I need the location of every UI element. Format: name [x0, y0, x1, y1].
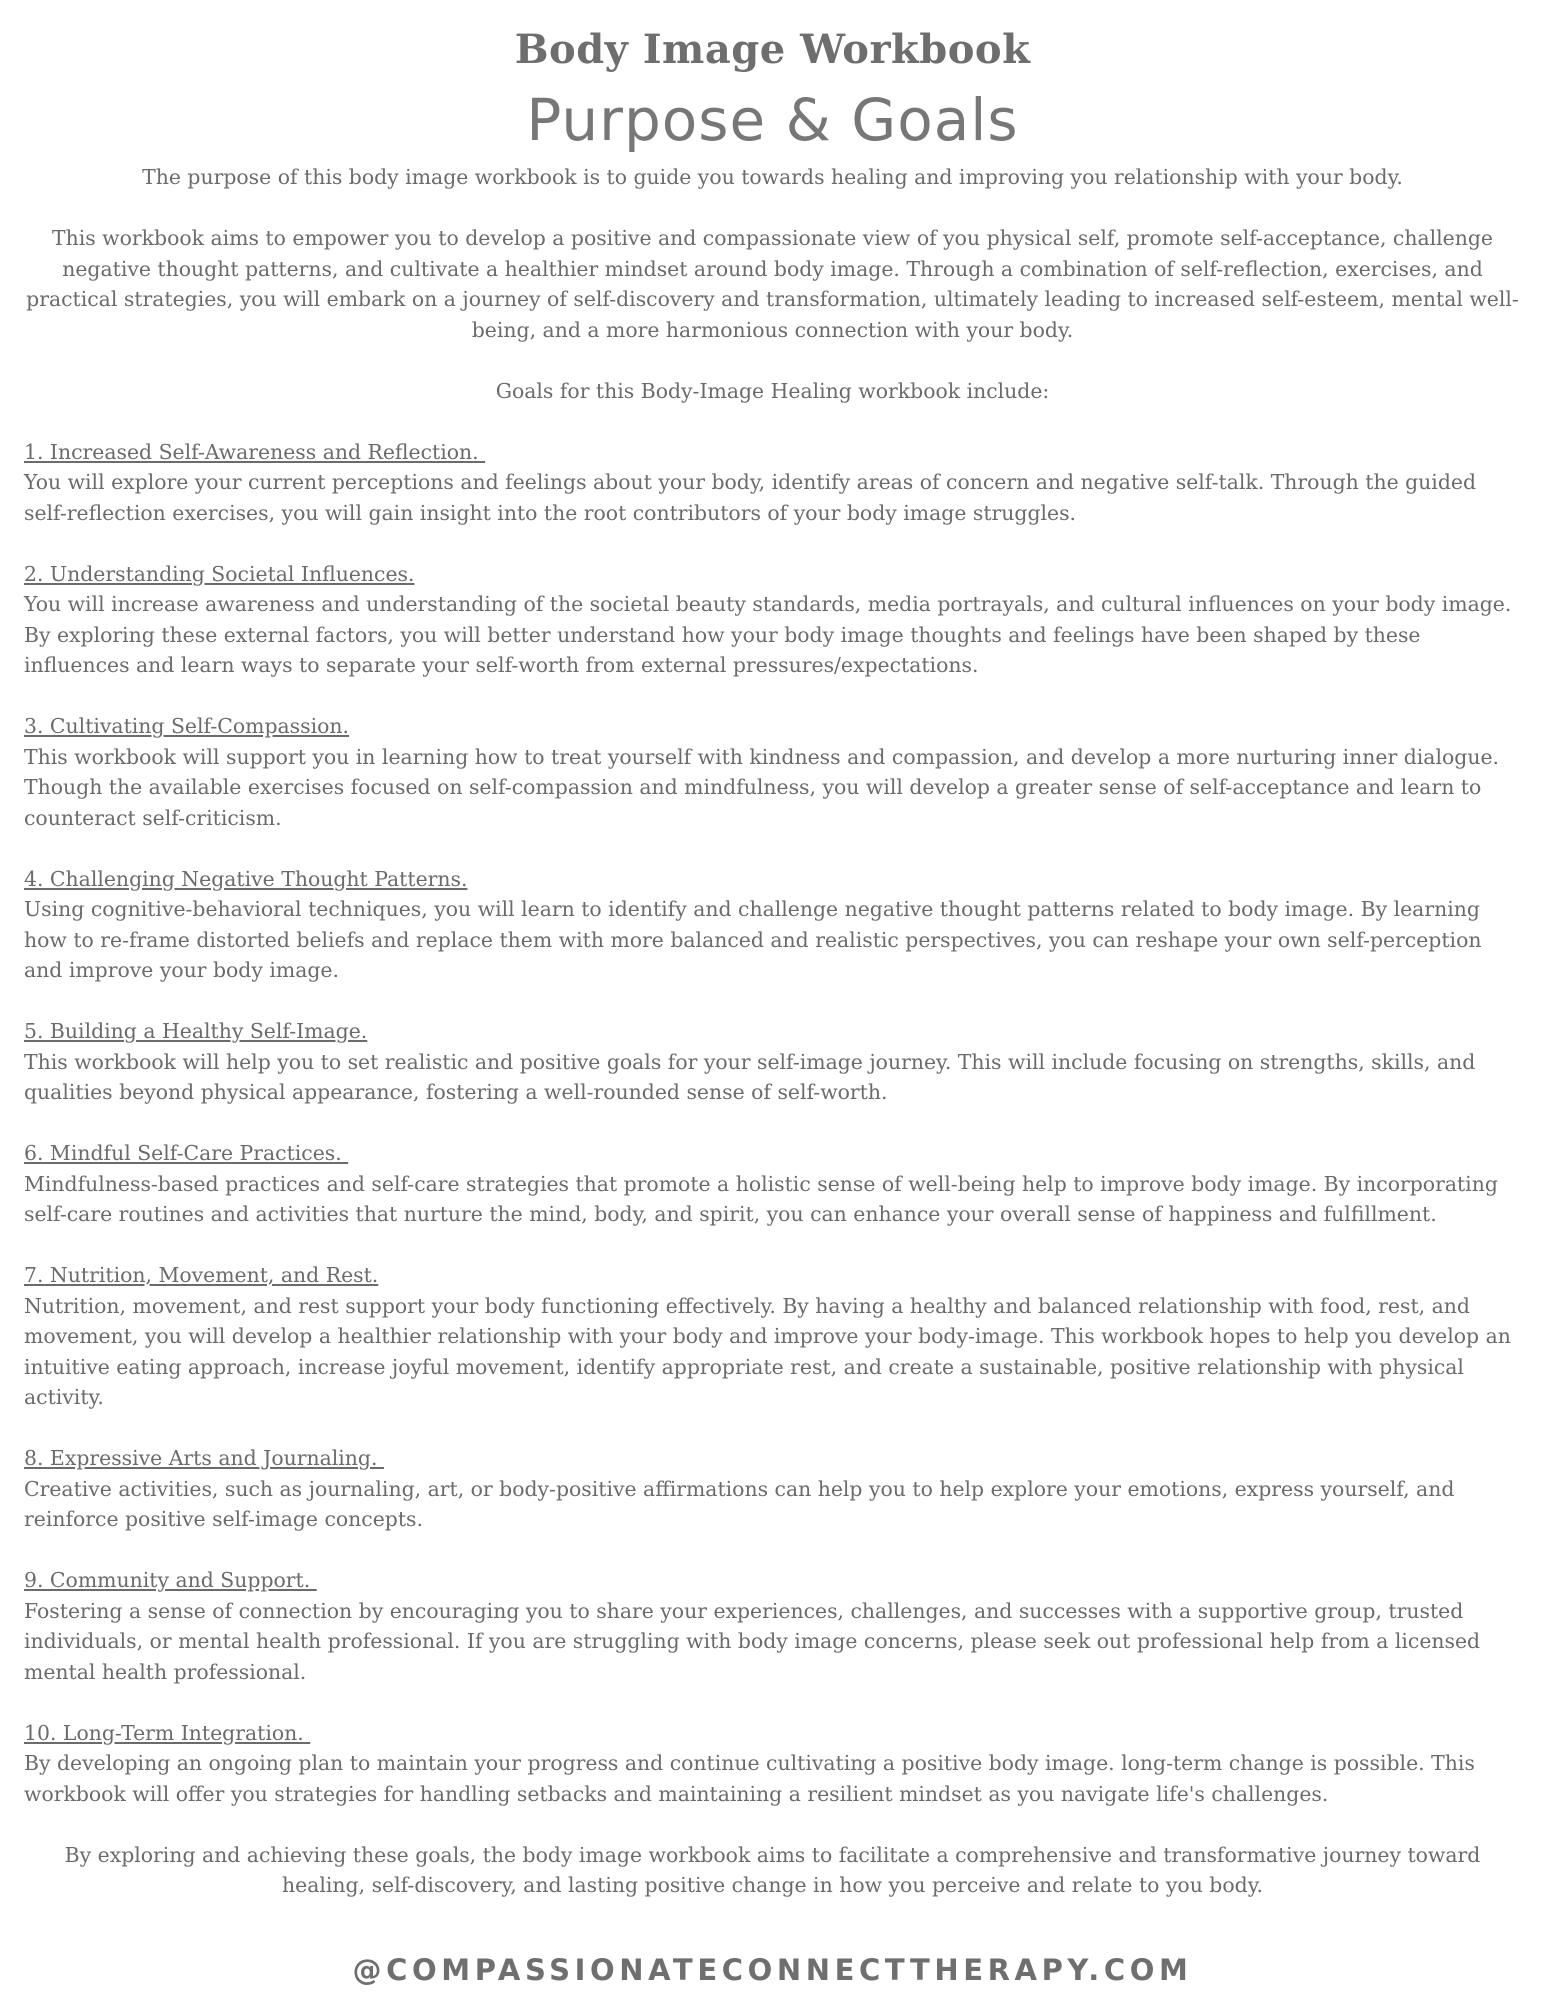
goal-body: By developing an ongoing plan to maintain your progress and continue cultivating a positive body image. long-term change is possible. This workbook will offer you strategies for handling setbacks and maintaining a resilient mindset as you navigate life's challenges.: [24, 1751, 1475, 1806]
goals-lead: Goals for this Body-Image Healing workbook include:: [495, 378, 1050, 403]
footer-website: @COMPASSIONATECONNECTTHERAPY.COM: [352, 1953, 1193, 1987]
goal-heading: 3. Cultivating Self-Compassion.: [24, 714, 349, 738]
goals-list: [24, 437, 1521, 1810]
goal-heading: 6. Mindful Self-Care Practices.: [24, 1141, 349, 1165]
goal-body: Creative activities, such as journaling, art, or body-positive affirmations can help you to help explore your emotions, express yourself, and reinforce positive self-image concepts.: [24, 1476, 1455, 1531]
goal-item: [24, 1260, 1521, 1413]
closing-paragraph: By exploring and achieving these goals, the body image workbook aims to facilitate a comprehensive and transformative journey toward healing, self-discovery, and lasting positive change in how you perceive and relate to you body.: [64, 1842, 1481, 1897]
goal-heading: 9. Community and Support.: [24, 1568, 317, 1592]
goal-item: [24, 864, 1521, 986]
goal-body: Using cognitive-behavioral techniques, you will learn to identify and challenge negative thought patterns related to body image. By learning how to re-frame distorted beliefs and replace them with more balanced and realistic perspectives, you can reshape your own self-perception and improve your body image.: [24, 897, 1482, 982]
goal-body: You will increase awareness and understanding of the societal beauty standards, media portrayals, and cultural influences on your body image. By exploring these external factors, you will better understand how your body image thoughts and feelings have been shaped by these influences and learn ways to separate your self-worth from external pressures/expectations.: [24, 592, 1512, 677]
goal-heading: 4. Challenging Negative Thought Patterns.: [24, 866, 468, 891]
goal-body: You will explore your current perceptions and feelings about your body, identify areas of concern and negative self-talk. Through the guided self-reflection exercises, you will gain insight into the root contributors of your body image struggles.: [24, 470, 1477, 525]
goal-item: [24, 559, 1521, 681]
goal-heading: 7. Nutrition, Movement, and Rest.: [24, 1263, 379, 1287]
goal-item: [24, 1016, 1521, 1108]
goal-body: Fostering a sense of connection by encouraging you to share your experiences, challenges, and successes with a supportive group, trusted individuals, or mental health professional. If you are struggling with body image concerns, please seek out professional help from a licensed mental health professional.: [24, 1598, 1481, 1684]
goal-item: [24, 1443, 1521, 1535]
workbook-page: [24, 22, 1521, 1901]
goal-body: Nutrition, movement, and rest support your body functioning effectively. By having a healthy and balanced relationship with food, rest, and movement, you will develop a healthier relationship with your body and improve your body-image. This workbook hopes to help you develop an intuitive eating approach, increase joyful movement, identify appropriate rest, and create a sustainable, positive relationship with physical activity.: [24, 1293, 1511, 1409]
goal-heading: 1. Increased Self-Awareness and Reflection.: [24, 439, 486, 464]
goal-heading: 2. Understanding Societal Influences.: [24, 561, 415, 586]
aims-paragraph: This workbook aims to empower you to develop a positive and compassionate view of you physical self, promote self-acceptance, challenge negative thought patterns, and cultivate a healthier mindset around body image. Through a combination of self-reflection, exercises, and practical strategies, you will embark on a journey of self-discovery and transformation, ultimately leading to increased self-esteem, mental well-being, and a more harmonious connection with your body.: [26, 226, 1519, 342]
goal-item: [24, 1718, 1521, 1810]
goal-item: [24, 437, 1521, 529]
goal-item: [24, 711, 1521, 833]
workbook-title: Body Image Workbook: [514, 26, 1031, 73]
goal-item: [24, 1138, 1521, 1230]
goal-item: [24, 1565, 1521, 1687]
goal-heading: 10. Long-Term Integration.: [24, 1720, 311, 1745]
goal-body: Mindfulness-based practices and self-care strategies that promote a holistic sense of well-being help to improve body image. By incorporating self-care routines and activities that nurture the mind, body, and spirit, you can enhance your overall sense of happiness and fulfillment.: [24, 1171, 1498, 1226]
page-title: Purpose & Goals: [526, 86, 1019, 154]
purpose-paragraph: The purpose of this body image workbook is to guide you towards healing and improving you relationship with your body.: [142, 165, 1403, 189]
goal-heading: 5. Building a Healthy Self-Image.: [24, 1019, 368, 1043]
goal-body: This workbook will help you to set realistic and positive goals for your self-image journey. This will include focusing on strengths, skills, and qualities beyond physical appearance, fostering a well-rounded sense of self-worth.: [24, 1049, 1476, 1104]
goal-body: This workbook will support you in learning how to treat yourself with kindness and compassion, and develop a more nurturing inner dialogue. Though the available exercises focused on self-compassion and mindfulness, you will develop a greater sense of self-acceptance and learn to counteract self-criticism.: [24, 744, 1499, 830]
goal-heading: 8. Expressive Arts and Journaling.: [24, 1446, 384, 1470]
